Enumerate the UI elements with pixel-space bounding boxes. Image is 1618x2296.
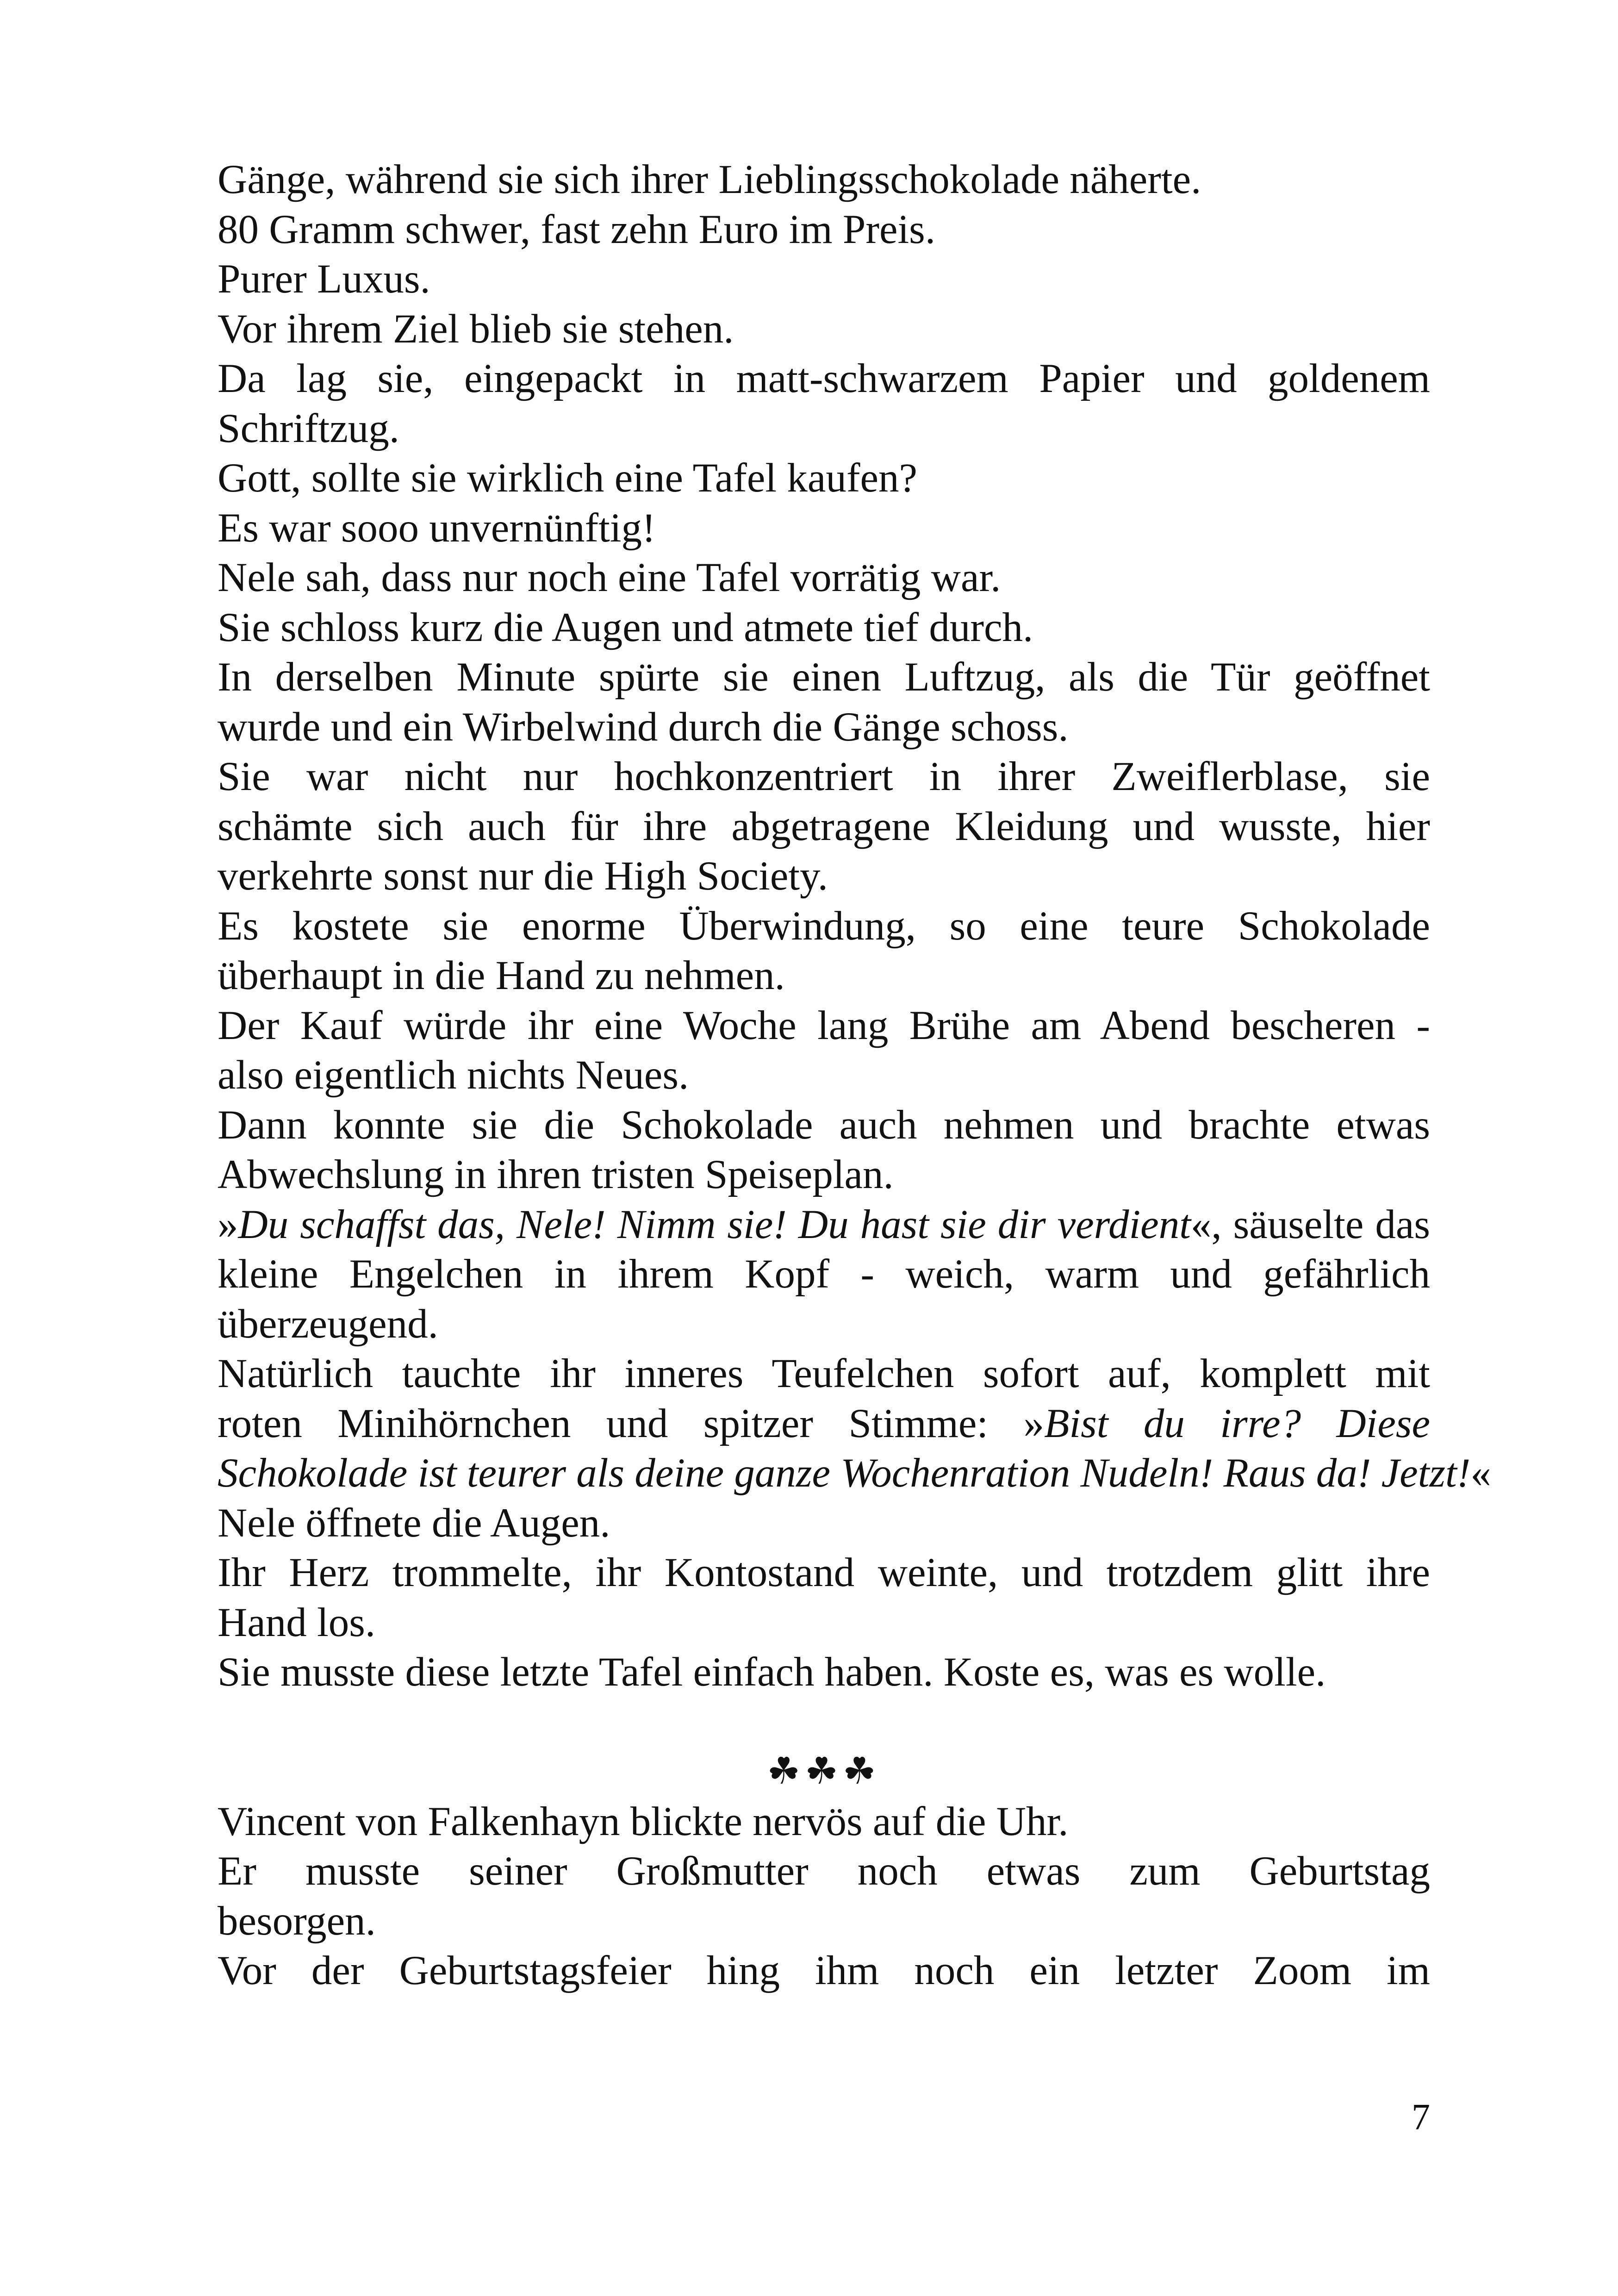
quote-line-devil-2 <box>218 1449 1491 1499</box>
paragraph-block-4 <box>218 1797 1430 1996</box>
text-line: Sie schloss kurz die Augen und atmete tief durch. <box>218 604 1033 650</box>
text-line: Hand los. <box>218 1599 376 1645</box>
paragraph-block-2 <box>218 1250 1430 1399</box>
devil-quote-lead: roten Minihörnchen und spitzer Stimme: » <box>218 1400 1044 1446</box>
text-line: In derselben Minute spürte sie einen Luftzug, als die Tür geöffnet <box>218 654 1430 700</box>
text-line: 80 Gramm schwer, fast zehn Euro im Preis. <box>218 206 936 252</box>
text-line: Es kostete sie enorme Überwindung, so eine teure Schokolade <box>218 903 1430 949</box>
text-line: Gänge, während sie sich ihrer Lieblingsschokolade näherte. <box>218 157 1201 202</box>
text-line: also eigentlich nichts Neues. <box>218 1052 689 1098</box>
text-line: besorgen. <box>218 1898 376 1944</box>
text-line: Nele sah, dass nur noch eine Tafel vorrätig war. <box>218 555 1001 600</box>
quote-line-angel <box>218 1200 1430 1250</box>
devil-quote-part-1: Bist du irre? Diese <box>1044 1400 1431 1446</box>
text-line: Sie war nicht nur hochkonzentriert in ihrer Zweiflerblase, sie <box>218 754 1430 799</box>
text-line: Abwechslung in ihren tristen Speiseplan. <box>218 1152 894 1197</box>
text-line: wurde und ein Wirbelwind durch die Gänge schoss. <box>218 704 1069 750</box>
text-line: Da lag sie, eingepackt in matt-schwarzem Papier und goldenem <box>218 356 1430 401</box>
text-line: Dann konnte sie die Schokolade auch nehmen und brachte etwas <box>218 1102 1430 1148</box>
angel-quote: Du schaffst das, Nele! Nimm sie! Du hast sie dir verdient <box>238 1201 1191 1247</box>
paragraph-block-3 <box>218 1499 1430 1698</box>
text-line: Vincent von Falkenhayn blickte nervös auf die Uhr. <box>218 1798 1069 1844</box>
devil-quote-part-2: Schokolade ist teurer als deine ganze Wochenration Nudeln! Raus da! Jetzt! <box>218 1450 1471 1496</box>
text-line: Nele öffnete die Augen. <box>218 1500 610 1546</box>
text-line: Vor ihrem Ziel blieb sie stehen. <box>218 306 734 352</box>
scene-separator: ☘☘☘ <box>767 1751 881 1792</box>
text-line: verkehrte sonst nur die High Society. <box>218 853 828 899</box>
text-line: Schriftzug. <box>218 405 399 451</box>
text-line: Gott, sollte sie wirklich eine Tafel kaufen? <box>218 455 918 501</box>
angel-quote-tail: «, säuselte das <box>1190 1201 1430 1247</box>
text-line: Natürlich tauchte ihr inneres Teufelchen sofort auf, komplett mit <box>218 1351 1430 1396</box>
text-line: überzeugend. <box>218 1301 438 1347</box>
quote-open-mark: » <box>218 1201 238 1247</box>
body-text <box>218 155 1491 1996</box>
quote-close-mark: « <box>1470 1450 1491 1496</box>
text-line: Es war sooo unvernünftig! <box>218 505 656 551</box>
text-line: Vor der Geburtstagsfeier hing ihm noch ein letzter Zoom im <box>218 1948 1430 1993</box>
text-line: schämte sich auch für ihre abgetragene Kleidung und wusste, hier <box>218 803 1430 849</box>
text-line: Sie musste diese letzte Tafel einfach haben. Koste es, was es wolle. <box>218 1649 1326 1695</box>
quote-line-devil-1 <box>218 1399 1430 1449</box>
text-line: kleine Engelchen in ihrem Kopf - weich, warm und gefährlich <box>218 1251 1430 1297</box>
text-line: überhaupt in die Hand zu nehmen. <box>218 953 785 998</box>
text-line: Ihr Herz trommelte, ihr Kontostand weinte, und trotzdem glitt ihre <box>218 1550 1430 1595</box>
text-line: Er musste seiner Großmutter noch etwas zum Geburtstag <box>218 1848 1430 1894</box>
text-line: Der Kauf würde ihr eine Woche lang Brühe am Abend bescheren - <box>218 1002 1430 1048</box>
text-line: Purer Luxus. <box>218 256 430 302</box>
page-number: 7 <box>1412 2097 1430 2138</box>
paragraph-block-1 <box>218 155 1430 1200</box>
